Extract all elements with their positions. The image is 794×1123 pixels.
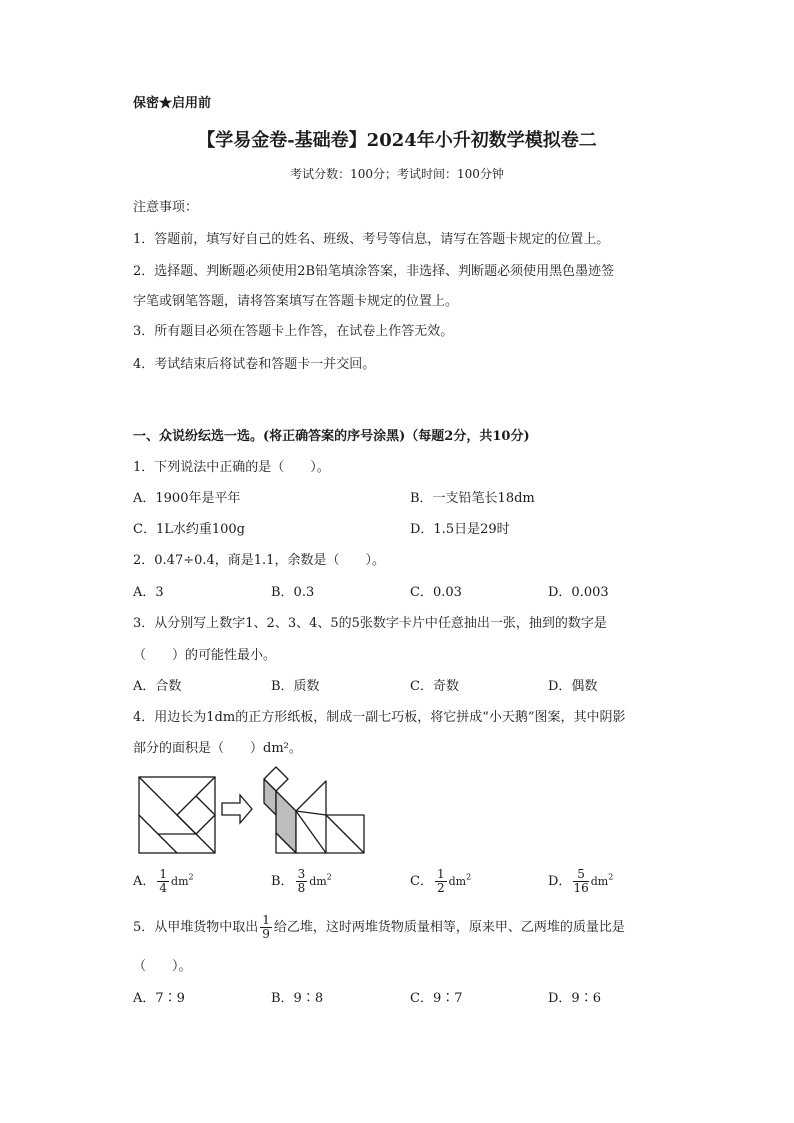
unit: dm: [590, 875, 609, 888]
right-arrow-icon: [222, 795, 252, 823]
question-3-option-a[interactable]: A．合数: [133, 679, 182, 694]
numerator: 5: [573, 868, 588, 882]
fraction: [260, 914, 272, 941]
question-2-option-a[interactable]: A．3: [133, 585, 164, 600]
numerator: 1: [159, 867, 168, 881]
question-5-option-b[interactable]: B．9∶8: [271, 991, 324, 1006]
fraction: [296, 868, 308, 895]
exam-info: 考试分数：100分；考试时间：100分钟: [290, 167, 504, 181]
unit: dm: [448, 875, 467, 888]
question-2-stem: 2．0.47÷0.4，商是1.1，余数是（ ）。: [133, 553, 385, 568]
unit-exponent: 2: [326, 872, 332, 882]
unit-exponent: 2: [188, 872, 194, 882]
unit: dm: [171, 875, 189, 888]
question-2-option-b[interactable]: B．0.3: [271, 585, 315, 600]
fraction: [573, 868, 588, 895]
question-3-stem-cont: （ ）的可能性最小。: [133, 648, 277, 663]
numerator: 3: [297, 867, 306, 881]
note-item: 1．答题前，填写好自己的姓名、班级、考号等信息，请写在答题卡规定的位置上。: [133, 232, 610, 247]
question-4-option-c[interactable]: [410, 868, 471, 895]
denominator: 9: [262, 927, 270, 941]
option-letter: D．: [548, 874, 572, 889]
stem-text: 给乙堆，这时两堆货物质量相等，原来甲、乙两堆的质量比是: [273, 920, 625, 935]
question-1-stem: 1．下列说法中正确的是（ ）。: [133, 460, 330, 475]
confidential-label: 保密★启用前: [133, 96, 212, 111]
denominator: 4: [159, 881, 168, 895]
question-5-option-d[interactable]: D．9∶6: [548, 991, 601, 1006]
question-4-option-b[interactable]: [271, 868, 332, 895]
unit-exponent: 2: [608, 872, 614, 882]
numerator: 1: [436, 867, 445, 881]
question-4-stem-cont: 部分的面积是（ ）dm²。: [133, 741, 302, 756]
note-item: 4．考试结束后将试卷和答题卡一并交回。: [133, 357, 376, 372]
question-3-option-b[interactable]: B．质数: [271, 679, 320, 694]
note-item: 字笔或钢笔答题，请将答案填写在答题卡规定的位置上。: [133, 294, 459, 309]
question-5-stem: [133, 914, 625, 941]
question-1-option-a[interactable]: A．1900年是平年: [133, 491, 241, 506]
tangram-figure: [136, 765, 371, 857]
question-5-option-a[interactable]: A．7∶9: [133, 991, 185, 1006]
question-1-option-c[interactable]: C．1L水约重100g: [133, 522, 245, 537]
option-letter: A．: [133, 874, 156, 889]
note-item: 3．所有题目必须在答题卡上作答，在试卷上作答无效。: [133, 324, 454, 339]
section-heading: 一、众说纷纭选一选。(将正确答案的序号涂黑)（每题2分，共10分): [133, 429, 530, 444]
denominator: 16: [573, 881, 589, 895]
question-3-stem: 3．从分别写上数字1、2、3、4、5的5张数字卡片中任意抽出一张，抽到的数字是: [133, 616, 607, 631]
question-1-option-b[interactable]: B．一支铅笔长18dm: [410, 491, 535, 506]
question-4-stem: 4．用边长为1dm的正方形纸板，制成一副七巧板，将它拼成“小天鹅”图案，其中阴影: [133, 710, 626, 725]
denominator: 8: [297, 881, 306, 895]
question-3-option-d[interactable]: D．偶数: [548, 679, 598, 694]
page-title: 【学易金卷-基础卷】2024年小升初数学模拟卷二: [197, 130, 597, 151]
question-4-option-a[interactable]: [133, 868, 194, 895]
question-5-stem-cont: （ ）。: [133, 959, 192, 974]
note-item: 2．选择题、判断题必须使用2B铅笔填涂答案，非选择、判断题必须使用黑色墨迹签: [133, 264, 615, 279]
question-2-option-d[interactable]: D．0.003: [548, 585, 609, 600]
unit: dm: [309, 875, 327, 888]
question-2-option-c[interactable]: C．0.03: [410, 585, 462, 600]
unit-exponent: 2: [466, 872, 472, 882]
swan-icon: [264, 767, 364, 853]
fraction: [157, 868, 169, 895]
question-3-option-c[interactable]: C．奇数: [410, 679, 459, 694]
fraction: [435, 868, 447, 895]
notes-heading: 注意事项：: [133, 200, 199, 215]
denominator: 2: [436, 881, 445, 895]
tangram-square-icon: [139, 777, 215, 853]
option-letter: C．: [410, 874, 433, 889]
numerator: 1: [262, 913, 270, 927]
option-letter: B．: [271, 874, 294, 889]
question-4-option-d[interactable]: [548, 868, 613, 895]
stem-text: 5．从甲堆货物中取出: [133, 920, 259, 935]
question-5-option-c[interactable]: C．9∶7: [410, 991, 463, 1006]
question-1-option-d[interactable]: D．1.5日是29时: [410, 522, 510, 537]
